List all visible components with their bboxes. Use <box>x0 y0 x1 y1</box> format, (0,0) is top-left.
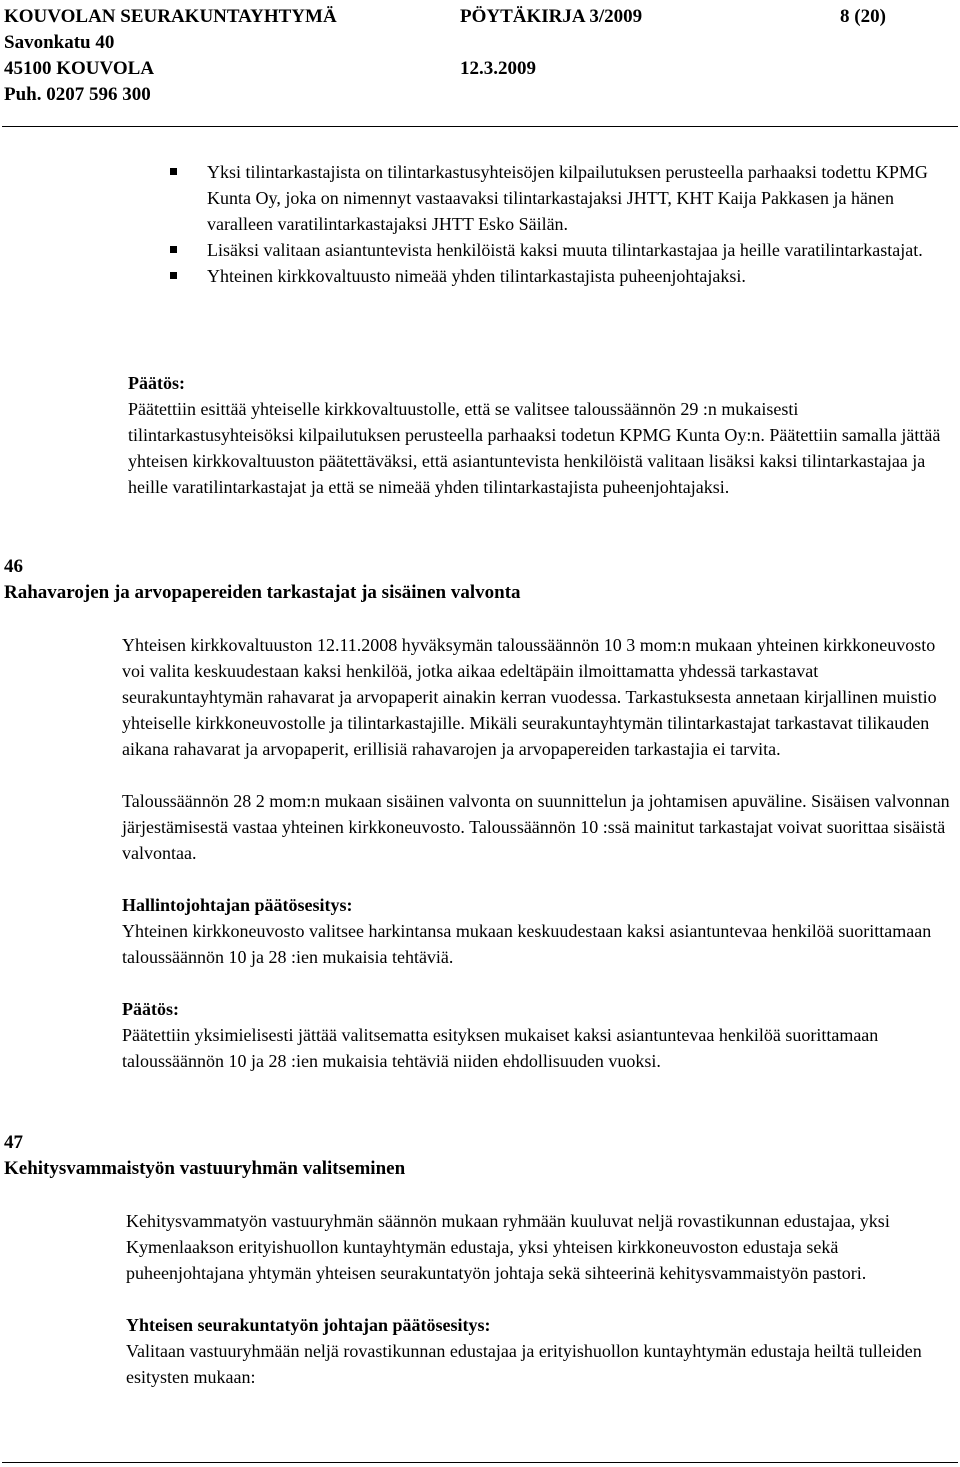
list-item: Yhteinen kirkkovaltuusto nimeää yhden tilintarkastajista puheenjohtajaksi. <box>170 263 950 289</box>
section-number-46: 46 <box>4 556 23 577</box>
proposal-label: Hallintojohtajan päätösesitys: <box>122 895 353 915</box>
section46-body <box>122 632 958 1074</box>
proposal-label: Yhteisen seurakuntatyön johtajan päätösesitys: <box>126 1315 491 1335</box>
header-date: 12.3.2009 <box>460 58 536 79</box>
section46-paragraph-1: Yhteisen kirkkovaltuuston 12.11.2008 hyväksymän taloussäännön 10 3 mom:n mukaan yhteinen kirkkoneuvosto voi valita keskuudestaan kaksi henkilöä, jotka aikaa edeltäpäin ilmoittamatta yhdessä tarkastavat seurakuntayhtymän rahavarat ja arvopaperit ainakin kerran vuodessa. Tarkastuksesta annetaan kirjallinen muistio yhteiselle kirkkoneuvostolle ja tilintarkastajille. Mikäli seurakuntayhtymän tilintarkastajat tarkastavat tilikauden aikana rahavarat ja arvopaperit, erillisiä rahavarojen ja arvopapereiden tarkastajia ei tarvita. <box>122 635 937 759</box>
decision-text: Päätettiin esittää yhteiselle kirkkovaltuustolle, että se valitsee taloussäännön 29 :n mukaisesti tilintarkastusyhteisöksi kilpailutuksen perusteella parhaaksi todetun KPMG Kunta Oy:n. Päätettiin samalla jättää yhteisen kirkkovaltuuston päätettäväksi, että asiantuntevista henkilöistä valitaan lisäksi kaksi tilintarkastajaa ja heille varatilintarkastajat ja että se nimeää yhden tilintarkastajista puheenjohtajaksi. <box>128 399 941 497</box>
header-doc-title: PÖYTÄKIRJA 3/2009 <box>460 6 643 27</box>
proposal-text: Valitaan vastuuryhmään neljä rovastikunnan edustajaa ja erityishuollon kuntayhtymän edustaja heiltä tulleiden esitysten mukaan: <box>126 1341 922 1387</box>
section-number-47: 47 <box>4 1132 23 1153</box>
header-street: Savonkatu 40 <box>4 32 115 53</box>
header-org: KOUVOLAN SEURAKUNTAYHTYMÄ <box>4 6 337 27</box>
bullet-list <box>170 159 950 289</box>
section47-body <box>126 1208 958 1390</box>
list-item: Yksi tilintarkastajista on tilintarkastusyhteisöjen kilpailutuksen perusteella parhaaksi todettu KPMG Kunta Oy, joka on nimennyt vastaavaksi tilintarkastajaksi JHTT, KHT Kaija Pakkasen ja hänen varalleen varatilintarkastajaksi JHTT Esko Säilän. <box>170 159 950 237</box>
header-postal: 45100 KOUVOLA <box>4 58 155 79</box>
header-phone: Puh. 0207 596 300 <box>4 84 151 105</box>
bullet-square-icon <box>170 246 177 253</box>
header-rule <box>2 126 958 127</box>
list-item: Lisäksi valitaan asiantuntevista henkilöistä kaksi muuta tilintarkastajaa ja heille varatilintarkastajat. <box>170 237 950 263</box>
decision-label: Päätös: <box>122 999 179 1019</box>
decision-label: Päätös: <box>128 373 185 393</box>
footer-rule <box>2 1462 958 1463</box>
decision-block <box>128 370 958 500</box>
decision-text: Päätettiin yksimielisesti jättää valitsematta esityksen mukaiset kaksi asiantuntevaa henkilöä suorittamaan taloussäännön 10 ja 28 :ien mukaisia tehtäviä niiden ehdollisuuden vuoksi. <box>122 1025 879 1071</box>
section-title-46: Rahavarojen ja arvopapereiden tarkastajat ja sisäinen valvonta <box>4 582 521 603</box>
bullet-square-icon <box>170 272 177 279</box>
bullet-square-icon <box>170 168 177 175</box>
header-page-number: 8 (20) <box>840 6 886 27</box>
section-title-47: Kehitysvammaistyön vastuuryhmän valitseminen <box>4 1158 406 1179</box>
section47-paragraph-1: Kehitysvammatyön vastuuryhmän säännön mukaan ryhmään kuuluvat neljä rovastikunnan edustajaa, yksi Kymenlaakson erityishuollon kuntayhtymän edustaja, yksi yhteisen kirkkoneuvoston edustaja sekä puheenjohtajana yhtymän yhteisen seurakuntatyön johtaja sekä sihteerinä kehitysvammaistyön pastori. <box>126 1211 890 1283</box>
proposal-text: Yhteinen kirkkoneuvosto valitsee harkintansa mukaan keskuudestaan kaksi asiantuntevaa henkilöä suorittamaan taloussäännön 10 ja 28 :ien mukaisia tehtäviä. <box>122 921 932 967</box>
section46-paragraph-2: Taloussäännön 28 2 mom:n mukaan sisäinen valvonta on suunnittelun ja johtamisen apuväline. Sisäisen valvonnan järjestämisestä vastaa yhteinen kirkkoneuvosto. Taloussäännön 10 :ssä mainitut tarkastajat voivat suorittaa sisäistä valvontaa. <box>122 791 950 863</box>
